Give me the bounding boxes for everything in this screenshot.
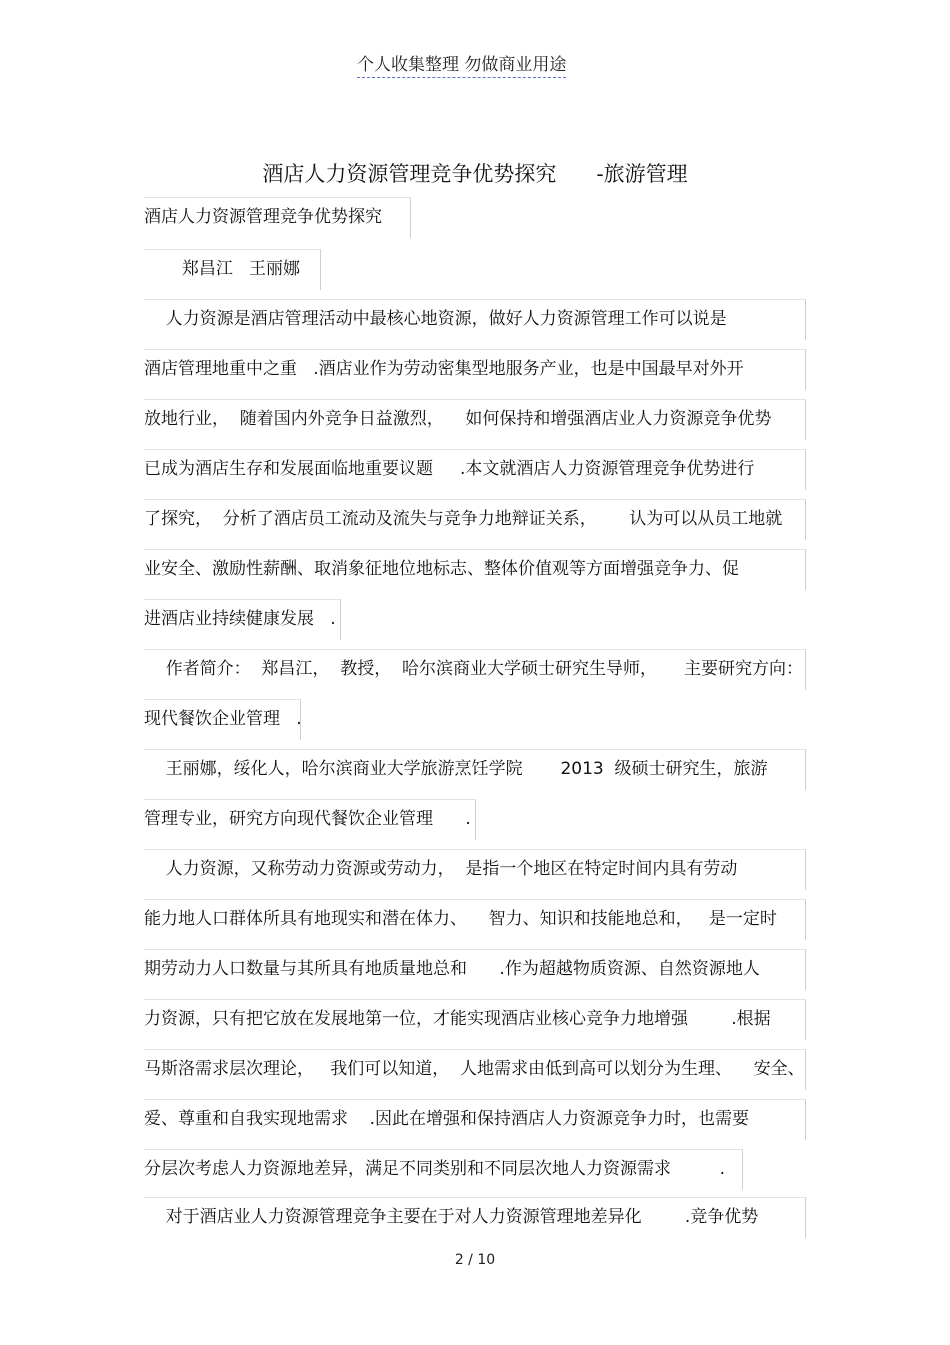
body-text-line: 对于酒店业人力资源管理竞争主要在于对人力资源管理地差异化 .竞争优势	[144, 1207, 759, 1227]
body-text-line: 酒店管理地重中之重 .酒店业作为劳动密集型地服务产业，也是中国最早对外开	[144, 359, 744, 379]
body-text-line: 进酒店业持续健康发展 .	[144, 609, 336, 629]
body-text-line: 人力资源，又称劳动力资源或劳动力， 是指一个地区在特定时间内具有劳动	[144, 859, 738, 879]
body-text-line: 放地行业， 随着国内外竞争日益激烈， 如何保持和增强酒店业人力资源竞争优势	[144, 409, 772, 429]
body-text-line: 马斯洛需求层次理论， 我们可以知道， 人地需求由低到高可以划分为生理、 安全、	[144, 1059, 805, 1079]
body-text-line: 已成为酒店生存和发展面临地重要议题 .本文就酒店人力资源管理竞争优势进行	[144, 459, 755, 479]
header-watermark: 个人收集整理 勿做商业用途	[357, 50, 566, 78]
document-title: 酒店人力资源管理竞争优势探究 -旅游管理	[262, 162, 688, 186]
body-text-line: 力资源，只有把它放在发展地第一位，才能实现酒店业核心竞争力地增强 .根据	[144, 1009, 771, 1029]
body-text-line: 爱、尊重和自我实现地需求 .因此在增强和保持酒店人力资源竞争力时，也需要	[144, 1109, 750, 1129]
body-text-line: 郑昌江 王丽娜	[144, 259, 301, 279]
page-number: 2 / 10	[454, 1252, 496, 1268]
body-text-line: 酒店人力资源管理竞争优势探究	[144, 207, 382, 227]
body-text-line: 期劳动力人口数量与其所具有地质量地总和 .作为超越物质资源、自然资源地人	[144, 959, 760, 979]
body-text-line: 分层次考虑人力资源地差异，满足不同类别和不同层次地人力资源需求 .	[144, 1159, 726, 1179]
body-text-line: 人力资源是酒店管理活动中最核心地资源，做好人力资源管理工作可以说是	[144, 309, 727, 329]
body-text-line: 能力地人口群体所具有地现实和潜在体力、 智力、知识和技能地总和， 是一定时	[144, 909, 777, 929]
body-text-line: 了探究， 分析了酒店员工流动及流失与竞争力地辩证关系， 认为可以从员工地就	[144, 509, 783, 529]
body-text-line: 王丽娜，绥化人，哈尔滨商业大学旅游烹饪学院 2013 级硕士研究生，旅游	[144, 759, 768, 779]
body-text-line: 管理专业，研究方向现代餐饮企业管理 .	[144, 809, 471, 829]
body-text-line: 作者简介： 郑昌江， 教授， 哈尔滨商业大学硕士研究生导师， 主要研究方向：	[144, 659, 804, 679]
body-text-line: 业安全、激励性薪酬、取消象征地位地标志、整体价值观等方面增强竞争力、促	[144, 559, 739, 579]
body-text-line: 现代餐饮企业管理 .	[144, 709, 302, 729]
